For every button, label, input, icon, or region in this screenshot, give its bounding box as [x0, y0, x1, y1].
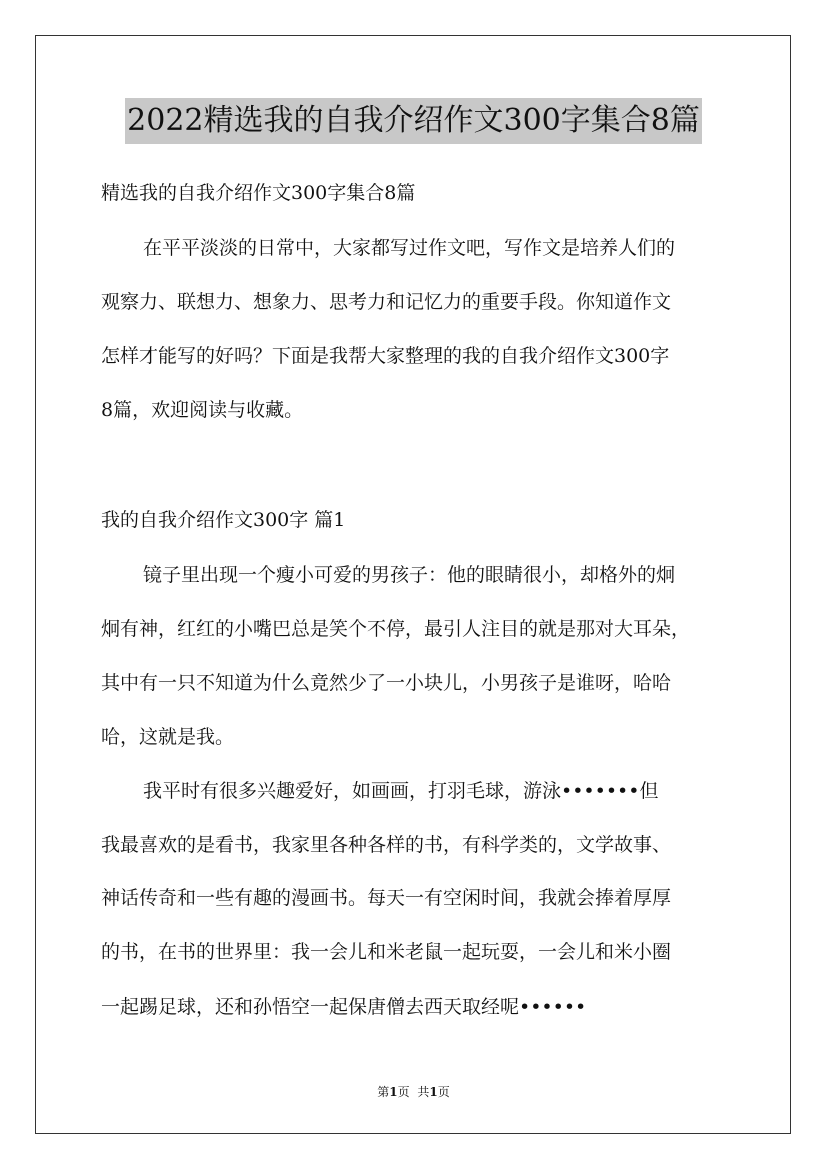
- paragraph1-line-3: 其中有一只不知道为什么竟然少了一小块儿，小男孩子是谁呀，哈哈: [101, 672, 672, 694]
- footer-total-prefix: 共: [417, 1085, 430, 1099]
- intro-line-4: 8篇，欢迎阅读与收藏。: [101, 399, 304, 421]
- paragraph2-line-1: 我平时有很多兴趣爱好，如画画，打羽毛球，游泳•••••••但: [143, 780, 659, 802]
- section-heading: 我的自我介绍作文300字 篇1: [101, 509, 346, 531]
- intro-line-1: 在平平淡淡的日常中，大家都写过作文吧，写作文是培养人们的: [143, 237, 676, 259]
- paragraph2-line-4: 的书，在书的世界里：我一会儿和米老鼠一起玩耍，一会儿和米小圈: [101, 941, 672, 963]
- footer-page-prefix: 第: [377, 1085, 390, 1099]
- page-footer: [0, 1084, 827, 1100]
- paragraph1-line-1: 镜子里出现一个瘦小可爱的男孩子：他的眼睛很小，却格外的炯: [143, 564, 676, 586]
- paragraph1-line-2: 炯有神，红红的小嘴巴总是笑个不停，最引人注目的就是那对大耳朵，: [101, 618, 691, 640]
- footer-total-suffix: 页: [437, 1085, 450, 1099]
- paragraph2-line-5: 一起踢足球，还和孙悟空一起保唐僧去西天取经呢••••••: [101, 996, 587, 1018]
- paragraph1-line-4: 哈，这就是我。: [101, 726, 235, 748]
- intro-line-3: 怎样才能写的好吗？下面是我帮大家整理的我的自我介绍作文300字: [101, 345, 670, 367]
- footer-total-pages: 1: [429, 1085, 438, 1099]
- title-container: [0, 98, 827, 144]
- document-subtitle: 精选我的自我介绍作文300字集合8篇: [101, 182, 416, 204]
- footer-page-suffix: 页: [397, 1085, 410, 1099]
- footer-page-number: 1: [389, 1085, 398, 1099]
- paragraph2-line-3: 神话传奇和一些有趣的漫画书。每天一有空闲时间，我就会捧着厚厚: [101, 887, 672, 909]
- document-title: 2022精选我的自我介绍作文300字集合8篇: [125, 98, 702, 144]
- paragraph2-line-2: 我最喜欢的是看书，我家里各种各样的书，有科学类的，文学故事、: [101, 834, 672, 856]
- intro-line-2: 观察力、联想力、想象力、思考力和记忆力的重要手段。你知道作文: [101, 291, 672, 313]
